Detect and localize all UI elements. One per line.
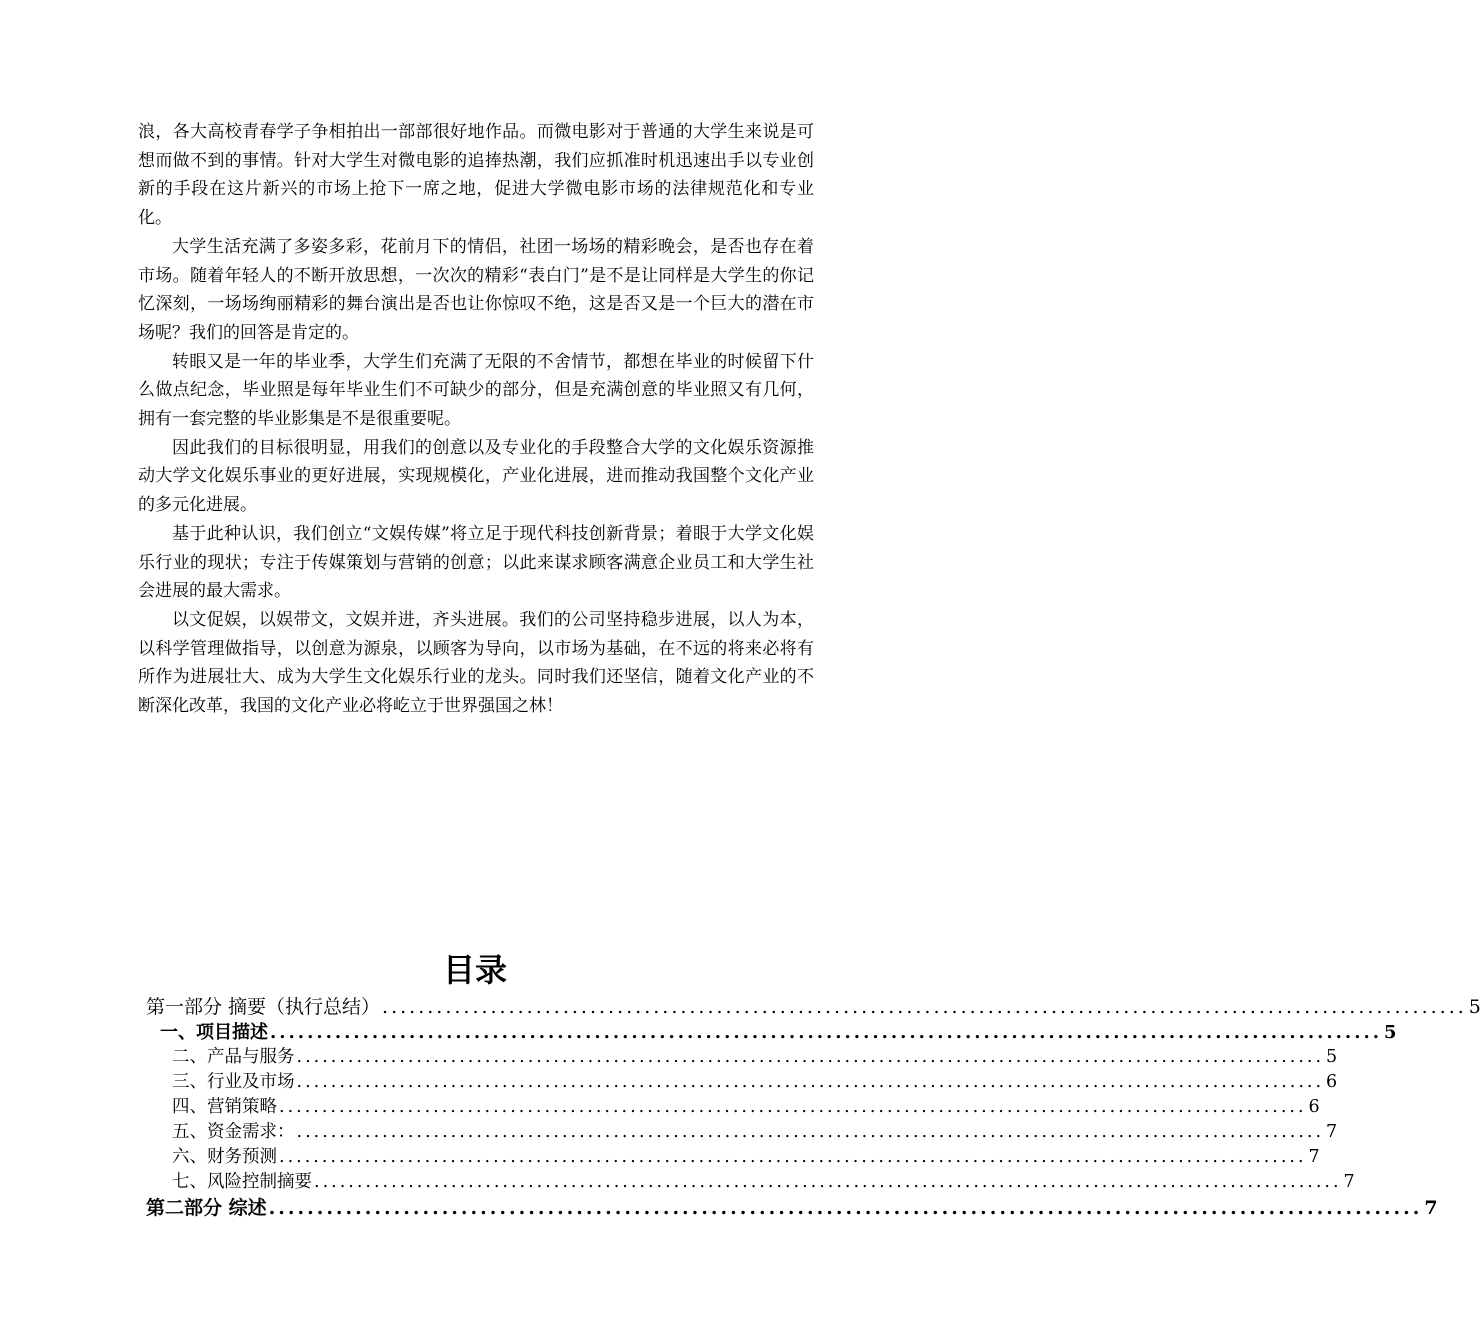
toc-entry-label: 七、风险控制摘要 (172, 1172, 312, 1192)
toc-entry-label: 一、项目描述 (160, 1022, 268, 1043)
paragraph-2: 大学生活充满了多姿多彩，花前月下的情侣，社团一场场的精彩晚会，是否也存在着市场。随着年轻人的不断开放思想，一次次的精彩“表白门”是不是让同样是大学生的你记忆深刻，一场场绚丽精彩的舞台演出是否也让你惊叹不绝，这是否又是一个巨大的潜在市场呢？我们的回答是肯定的。 (138, 236, 814, 343)
toc-leader-dots: ........................................................................................................................ (296, 1122, 1325, 1142)
toc-entry-label: 四、营销策略 (172, 1097, 277, 1117)
toc-leader-dots: ........................................................................................................................ (314, 1172, 1342, 1192)
toc-leader-dots: ........................................................................................................................ (279, 1147, 1307, 1167)
toc-entry-page: 7 (1326, 1122, 1338, 1142)
toc-leader-dots: ........................................................................................................................ (268, 1197, 1423, 1219)
paragraph-6: 以文促娱，以娱带文，文娱并进，齐头进展。我们的公司坚持稳步进展，以人为本，以科学管理做指导，以创意为源泉，以顾客为导向，以市场为基础，在不远的将来必将有所作为进展壮大、成为大学生文化娱乐行业的龙头。同时我们还坚信，随着文化产业的不断深化改革，我国的文化产业必将屹立于世界强国之林！ (138, 609, 814, 717)
toc-entry[interactable] (146, 1195, 1438, 1221)
toc-title: 目录 (442, 951, 507, 989)
toc-entry-page: 5 (1468, 996, 1481, 1018)
toc-entry[interactable] (146, 994, 1481, 1020)
toc-entry-label: 二、产品与服务 (172, 1047, 295, 1067)
table-of-contents (146, 994, 1481, 1221)
toc-entry-page: 7 (1343, 1172, 1355, 1192)
toc-entry[interactable] (146, 1095, 1320, 1120)
toc-entry-page: 5 (1384, 1022, 1397, 1043)
toc-entry-page: 6 (1308, 1097, 1320, 1117)
paragraph-3: 转眼又是一年的毕业季，大学生们充满了无限的不舍情节，都想在毕业的时候留下什么做点纪念，毕业照是每年毕业生们不可缺少的部分，但是充满创意的毕业照又有几何，拥有一套完整的毕业影集是不是很重要呢。 (138, 351, 814, 430)
toc-entry-page: 6 (1326, 1072, 1338, 1092)
toc-entry-label: 五、资金需求： (172, 1122, 295, 1142)
toc-entry-page: 7 (1308, 1147, 1320, 1167)
toc-leader-dots: ........................................................................................................................ (382, 996, 1467, 1018)
toc-entry[interactable] (146, 1020, 1397, 1045)
body-text (138, 118, 814, 721)
toc-entry[interactable] (146, 1120, 1338, 1145)
toc-entry-label: 第一部分 摘要（执行总结） (146, 996, 381, 1018)
toc-entry[interactable] (146, 1170, 1355, 1195)
toc-entry[interactable] (146, 1145, 1320, 1170)
toc-entry[interactable] (146, 1070, 1338, 1095)
toc-leader-dots: ........................................................................................................................ (296, 1047, 1325, 1067)
toc-leader-dots: ........................................................................................................................ (279, 1097, 1307, 1117)
toc-leader-dots: ........................................................................................................................ (270, 1022, 1382, 1043)
toc-entry[interactable] (146, 1045, 1338, 1070)
toc-leader-dots: ........................................................................................................................ (296, 1072, 1325, 1092)
paragraph-4: 因此我们的目标很明显，用我们的创意以及专业化的手段整合大学的文化娱乐资源推动大学文化娱乐事业的更好进展，实现规模化，产业化进展，进而推动我国整个文化产业的多元化进展。 (138, 437, 814, 516)
toc-entry-label: 三、行业及市场 (172, 1072, 295, 1092)
toc-entry-page: 5 (1326, 1047, 1338, 1067)
toc-entry-label: 第二部分 综述 (146, 1197, 267, 1219)
paragraph-1: 浪，各大高校青春学子争相拍出一部部很好地作品。而微电影对于普通的大学生来说是可想而做不到的事情。针对大学生对微电影的追捧热潮，我们应抓准时机迅速出手以专业创新的手段在这片新兴的市场上抢下一席之地，促进大学微电影市场的法律规范化和专业化。 (138, 122, 814, 229)
toc-entry-label: 六、财务预测 (172, 1147, 277, 1167)
toc-entry-page: 7 (1424, 1197, 1438, 1219)
paragraph-5: 基于此种认识，我们创立“文娱传媒”将立足于现代科技创新背景；着眼于大学文化娱乐行业的现状；专注于传媒策划与营销的创意；以此来谋求顾客满意企业员工和大学生社会进展的最大需求。 (138, 523, 814, 602)
